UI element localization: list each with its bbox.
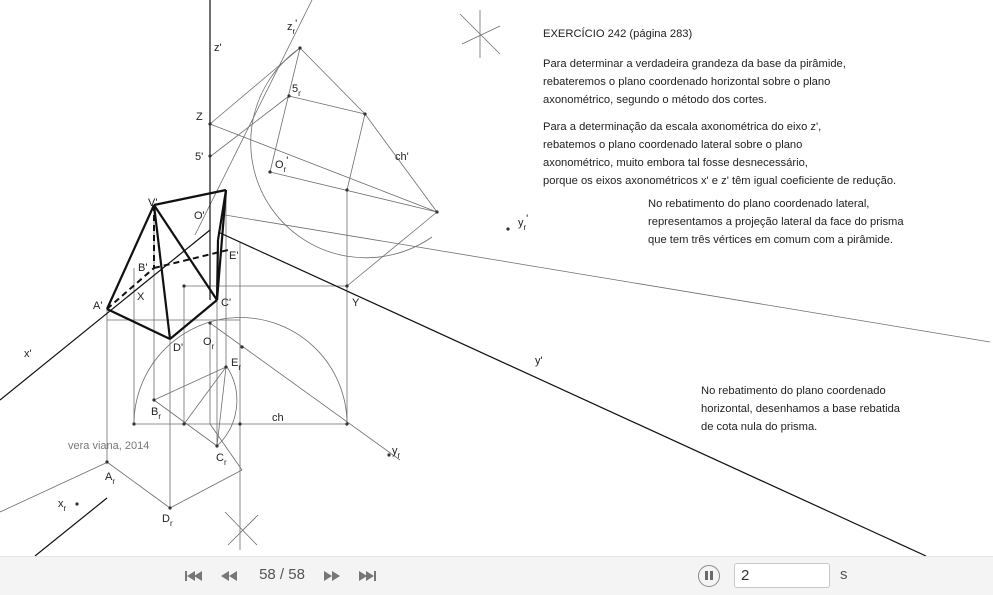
label-ch-prime: ch' (395, 151, 409, 163)
prev-slide-icon[interactable] (218, 567, 240, 585)
label-Z: Z (196, 111, 203, 123)
label-Ar: A (105, 471, 113, 483)
svg-text:5r: $5_r$ (292, 83, 301, 98)
label-xr: x (58, 498, 64, 510)
svg-text:yr: $y_r$ (392, 445, 401, 460)
label-5r: 5 (292, 83, 299, 95)
last-slide-icon[interactable] (357, 567, 379, 585)
paragraph-lateral-plane: No rebatimento do plano coordenado lateral, representamos a projeção lateral da face do prisma que tem três vértices em comum com a pirâmide. (648, 198, 904, 246)
svg-text:yr': $y_r'$ (518, 213, 529, 232)
label-X: X (137, 291, 145, 303)
paragraph-base-true-size: Para determinar a verdadeira grandeza da base da pirâmide, rebateremos o plano coordenado horizontal sobre o plano axonométrico, segundo o método dos cortes. (543, 58, 846, 106)
slide-counter: 58 / 58 (259, 566, 305, 583)
svg-text:Er: $E_r$ (231, 357, 242, 372)
label-A-prime: A' (93, 300, 103, 312)
label-D-prime: D' (173, 342, 184, 354)
label-Dr: D (162, 513, 170, 525)
svg-text:Or: $O_r$ (203, 336, 215, 351)
label-E-prime: E' (229, 250, 239, 262)
label-Y: Y (352, 297, 360, 309)
svg-text:Ar: $A_r$ (105, 471, 116, 486)
svg-text:xr: $x_r$ (58, 498, 67, 513)
svg-text:Br: $B_r$ (151, 406, 162, 421)
label-Br: B (151, 406, 159, 418)
label-O-prime: O' (194, 210, 205, 222)
label-Cr: C (216, 452, 224, 464)
svg-text:Or': $O_r'$ (275, 155, 289, 174)
label-x-prime: x' (24, 348, 32, 360)
svg-text:zr': $z_r'$ (287, 18, 298, 36)
label-C-prime: C' (221, 297, 232, 309)
label-yr-prime: y (518, 217, 524, 229)
label-zr-prime: z (287, 21, 293, 33)
paragraph-z-scale: Para a determinação da escala axonométrica do eixo z', rebatemos o plano coordenado lateral sobre o plano axonométrico, muito embora tal fosse desnecessário, porque os eixos axonométricos x' e z' têm igual coeficiente de redução. (543, 121, 897, 187)
speed-input[interactable] (734, 563, 830, 588)
pause-button[interactable] (698, 565, 720, 587)
author-credit: vera viana, 2014 (68, 440, 150, 452)
paragraph-horizontal-plane: No rebatimento do plano coordenado horizontal, desenhamos a base rebatida de cota nula do prisma. (701, 385, 901, 433)
first-slide-icon[interactable] (182, 567, 204, 585)
exercise-title: EXERCÍCIO 242 (página 283) (543, 28, 693, 40)
svg-text:Cr: $C_r$ (216, 452, 227, 467)
label-Or-prime: O (275, 159, 284, 171)
pause-icon (705, 571, 708, 580)
svg-text:Dr: $D_r$ (162, 513, 173, 528)
speed-unit: s (840, 566, 848, 583)
label-V-prime: V' (148, 197, 158, 209)
label-B-prime: B' (138, 262, 148, 274)
label-y-prime: y' (535, 355, 543, 367)
label-ch: ch (272, 412, 284, 424)
next-slide-icon[interactable] (321, 567, 343, 585)
slide-toolbar (0, 556, 993, 595)
label-Or: O (203, 336, 212, 348)
label-Er: E (231, 357, 239, 369)
label-yr: y (392, 445, 398, 457)
label-z-prime: z' (214, 42, 222, 54)
label-5-prime: 5' (195, 151, 204, 163)
